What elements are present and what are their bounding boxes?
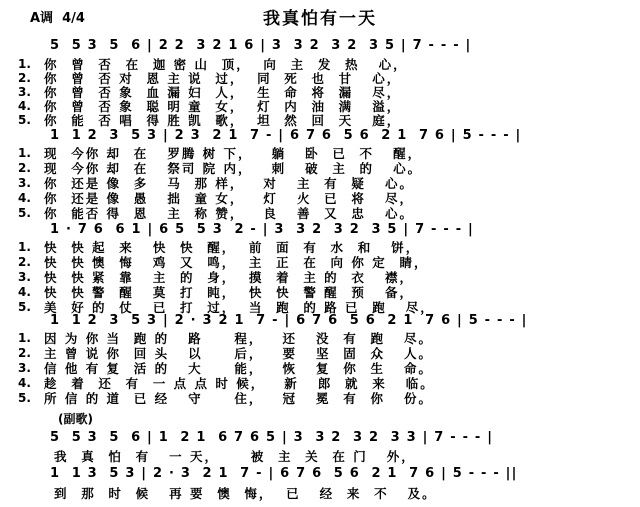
verse-text: 你 还是 像 愚 拙 童 女， 灯 火 已 将 尽， [44,191,414,206]
verse-text: 你 曾 否 对 恩 主 说 过， 同 死 也 甘 心， [44,71,402,86]
verse-text: 快 快 起 来 快 快 醒， 前 面 有 水 和 饼， [44,240,421,255]
verse-line [18,176,633,191]
verse-line [18,391,633,406]
verse-text: 现 今你 却 在 祭司 院 内， 刺 破 主 的 心。 [44,161,423,176]
verse-text: 趁 着 还 有 一 点 点 时 候， 新 郎 就 来 临。 [44,376,435,391]
verse-text: 信 他 有 复 活 的 大 能， 恢 复 你 生 命。 [44,361,433,376]
verse-number: 1. [18,240,31,254]
refrain-label: (副歌) [58,412,93,426]
refrain-notation-2: 1 1 3 5 3 | 2 · 3 2 1 7 - | 6 7 6 5 6 2 1 7 6 | 5 - - - || [50,466,518,481]
notation-line-3: 1 · 7 6 6 1 | 6 5 5 3 2 - | 3 3 2 3 2 3 5 | 7 - - - | [50,222,474,237]
verse-number: 3. [18,270,31,284]
verse-line [18,331,633,346]
verse-text: 现 今你 却 在 罗腾 树 下， 躺 卧 已 不 醒， [44,146,423,161]
verse-text: 你 能 否 唱 得 胜 凯 歌， 坦 然 回 天 庭， [44,113,402,128]
verse-text: 快 快 紧 靠 主 的 身， 摸 着 主 的 衣 襟， [44,270,414,285]
verse-line [18,270,633,285]
verse-number: 1. [18,146,31,160]
verse-line [18,346,633,361]
verse-number: 3. [18,361,31,375]
verse-line [18,191,633,206]
verse-line [18,206,633,221]
verse-text: 主 曾 说 你 回 头 以 后， 要 坚 固 众 人。 [44,346,433,361]
verse-line [18,99,633,114]
verse-text: 你 曾 否 在 迦 密 山 顶， 向 主 发 热 心， [44,57,408,72]
verse-line [18,240,633,255]
verse-line [18,376,633,391]
verse-text: 你 能否 得 恩 主 称 赞， 良 善 又 忠 心。 [44,206,414,221]
verse-number: 5. [18,113,31,127]
verse-line [18,85,633,100]
verse-line [18,361,633,376]
verse-number: 4. [18,285,31,299]
verse-number: 5. [18,206,31,220]
verse-line [18,161,633,176]
verse-number: 4. [18,99,31,113]
verse-text: 所 信 的 道 已 经 守 住， 冠 冕 有 你 份。 [44,391,433,406]
verse-number: 3. [18,176,31,190]
verse-number: 1. [18,331,31,345]
verse-line [18,113,633,128]
refrain-lyric-text: 我 真 怕 有 一 天， 被 主 关 在 门 外， [54,449,416,464]
refrain-notation-1: 5 5 3 5 6 | 1 2 1 6 7 6 5 | 3 3 2 3 2 3 3 | 7 - - - | [50,430,494,445]
verse-number: 2. [18,255,31,269]
verse-text: 因 为 你 当 跑 的 路 程， 还 没 有 跑 尽。 [44,331,433,346]
refrain-lyric-line [18,449,633,464]
notation-line-1: 5 5 3 5 6 | 2 2 3 2 1 6 | 3 3 2 3 2 3 5 | 7 - - - | [50,38,472,53]
verse-text: 快 快 懊 悔 鸡 又 鸣， 主 正 在 向 你 定 睛， [44,255,429,270]
verse-line [18,71,633,86]
verse-text: 快 快 警 醒 莫 打 盹， 快 快 警 醒 预 备， [44,285,414,300]
verse-number: 4. [18,191,31,205]
verse-text: 你 还是 像 多 马 那 样， 对 主 有 疑 心。 [44,176,414,191]
verse-number: 5. [18,300,31,314]
song-title: 我真怕有一天 [263,9,377,29]
verse-number: 2. [18,346,31,360]
verse-number: 5. [18,391,31,405]
verse-number: 2. [18,161,31,175]
verse-line [18,255,633,270]
key-signature: A调 4/4 [30,11,85,26]
verse-line [18,285,633,300]
verse-number: 4. [18,376,31,390]
verse-text: 你 曾 否 象 血 漏 妇 人， 生 命 将 漏 尽， [44,85,402,100]
refrain-lyric-text: 到 那 时 候 再 要 懊 悔， 已 经 来 不 及。 [54,486,437,501]
verse-number: 1. [18,57,31,71]
verse-text: 美 好 的 仗 已 打 过， 当 跑 的 路 已 跑 尽， [44,300,435,315]
verse-line [18,57,633,72]
notation-line-4: 1 1 2 3 5 3 | 2 · 3 2 1 7 - | 6 7 6 5 6 2 1 7 6 | 5 - - - | [50,313,528,328]
refrain-lyric-line [18,486,633,501]
verse-line [18,146,633,161]
verse-text: 你 曾 否 象 聪 明 童 女， 灯 内 油 满 溢， [44,99,402,114]
notation-line-2: 1 1 2 3 5 3 | 2 3 2 1 7 - | 6 7 6 5 6 2 1 7 6 | 5 - - - | [50,128,522,143]
verse-number: 3. [18,85,31,99]
verse-number: 2. [18,71,31,85]
